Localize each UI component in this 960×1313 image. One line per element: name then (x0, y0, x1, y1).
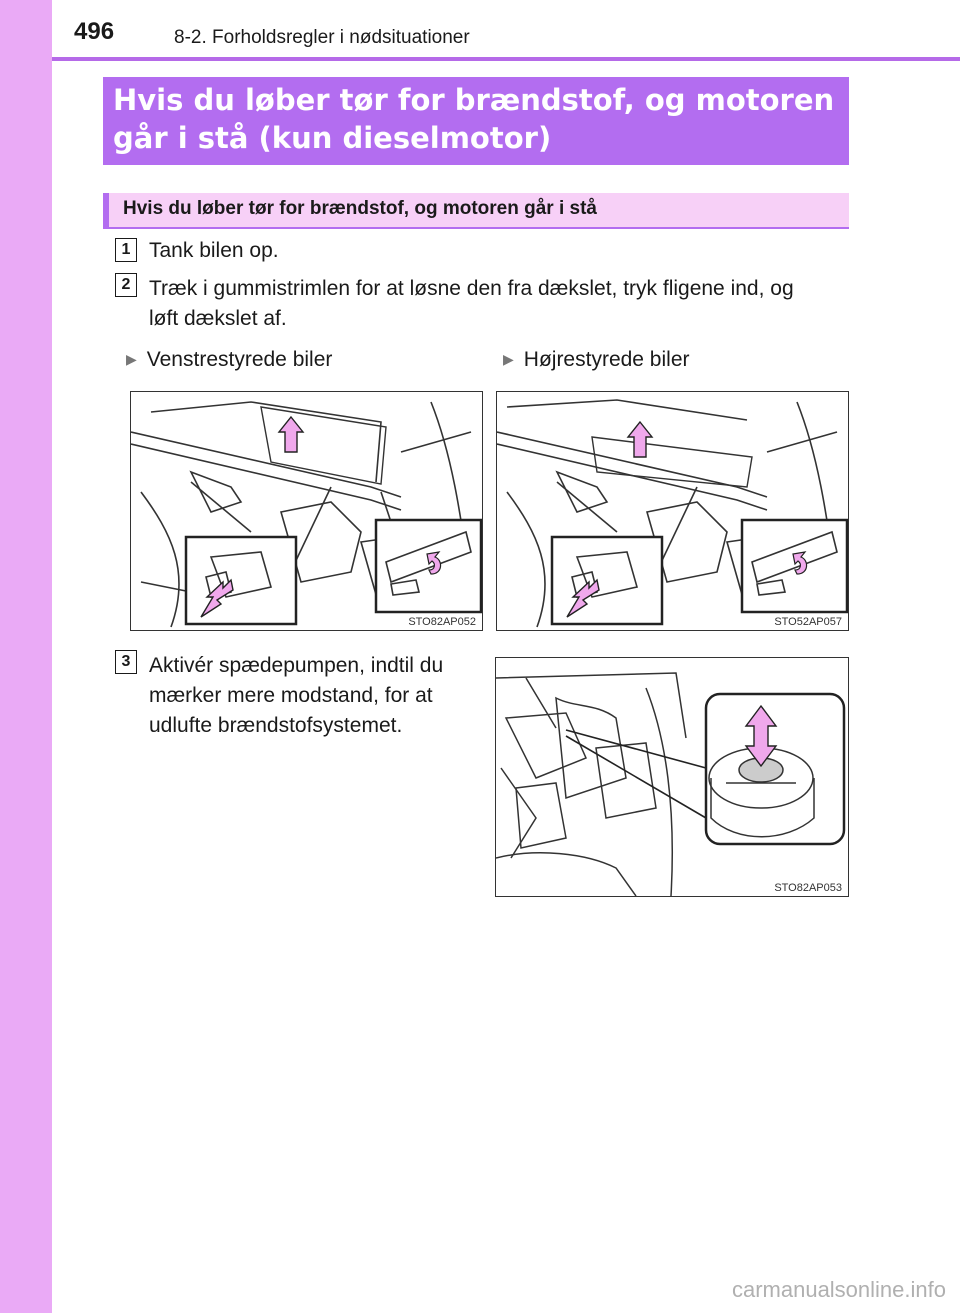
step-3-line-3: udlufte brændstofsystemet. (149, 714, 403, 737)
right-hand-drive-text: Højrestyrede biler (523, 348, 690, 371)
step-2-text (149, 274, 794, 334)
section-title (103, 77, 849, 165)
step-2-badge: 2 (115, 273, 137, 297)
step-3-line-2: mærker mere modstand, for at (149, 684, 433, 707)
step-2-line-1: Træk i gummistrimlen for at løsne den fra dækslet, tryk fligene ind, og (149, 277, 794, 300)
left-hand-drive-text: Venstrestyrede biler (146, 348, 333, 371)
step-2-line-2: løft dækslet af. (149, 307, 287, 330)
title-line-1: Hvis du løber tør for brændstof, og motoren (113, 83, 835, 117)
figure-right-hand-drive (496, 391, 849, 631)
section-label: 8-2. Forholdsregler i nødsituationer (174, 27, 470, 48)
page-number: 496 (74, 18, 115, 45)
step-3-text (149, 651, 477, 741)
figure-code: STO82AP052 (408, 616, 476, 628)
title-line-2: går i stå (kun dieselmotor) (113, 121, 552, 155)
priming-pump-illustration (496, 658, 848, 896)
side-tab-strip (0, 0, 52, 1313)
engine-bay-illustration (131, 392, 482, 630)
figure-left-hand-drive (130, 391, 483, 631)
step-3-line-1: Aktivér spædepumpen, indtil du (149, 654, 444, 677)
right-hand-drive-label (503, 348, 690, 372)
engine-bay-illustration (497, 392, 848, 630)
figure-priming-pump (495, 657, 849, 897)
watermark: carmanualsonline.info (731, 1277, 946, 1302)
triangle-bullet-icon: ▶ (503, 351, 514, 367)
step-1-badge: 1 (115, 238, 137, 262)
triangle-bullet-icon: ▶ (126, 351, 137, 367)
header-rule (52, 57, 960, 61)
figure-code: STO52AP057 (774, 616, 842, 628)
step-3-badge: 3 (115, 650, 137, 674)
step-1-text: Tank bilen op. (149, 239, 279, 262)
subheading: Hvis du løber tør for brændstof, og motoren går i stå (103, 193, 849, 229)
left-hand-drive-label (126, 348, 332, 372)
figure-code: STO82AP053 (774, 882, 842, 894)
